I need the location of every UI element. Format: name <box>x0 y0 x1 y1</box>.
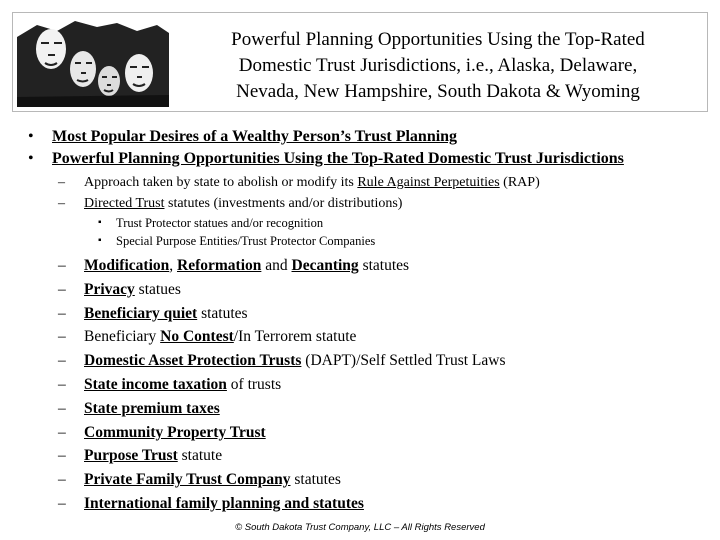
separator: , <box>169 257 177 274</box>
sub-bullet-privacy <box>28 278 708 302</box>
bullet-text: Special Purpose Entities/Trust Protector Companies <box>116 234 376 248</box>
premium-taxes-text: State premium taxes <box>84 399 220 417</box>
suffix: statutes <box>358 257 410 274</box>
suffix: statutes <box>197 304 248 322</box>
suffix: statute <box>177 447 223 465</box>
square-marker: ▪ <box>98 235 102 246</box>
dash-marker: – <box>58 257 66 274</box>
title-line-2: Domestic Trust Jurisdictions, i.e., Alaska, Delaware, <box>238 55 638 76</box>
sub-bullet-no-contest <box>28 325 708 349</box>
suffix: /In Terrorem statute <box>233 328 357 346</box>
dash-marker: – <box>58 304 66 322</box>
mount-rushmore-image <box>17 17 169 107</box>
title-line-1: Powerful Planning Opportunities Using the Top-Rated <box>231 29 645 50</box>
pftc-text: Private Family Trust Company <box>84 471 291 489</box>
rap-link-text: Rule Against Perpetuities <box>357 175 500 190</box>
rap-suffix: (RAP) <box>499 175 540 190</box>
dash-marker: – <box>58 494 66 512</box>
sub-bullet-purpose-trust <box>28 444 708 468</box>
beneficiary-quiet-text: Beneficiary quiet <box>84 304 198 322</box>
directed-trust-text: Directed Trust <box>84 196 165 211</box>
bullet-list <box>28 126 708 516</box>
suffix: of trusts <box>226 375 282 393</box>
sub-bullet-community-property <box>28 421 708 445</box>
sub-bullet-premium-taxes <box>28 397 708 421</box>
directed-trust-suffix: statutes (investments and/or distributions) <box>164 196 403 211</box>
modification-text: Modification <box>84 257 170 274</box>
dash-marker: – <box>58 471 66 489</box>
bullet-text: Powerful Planning Opportunities Using the Top-Rated Domestic Trust Jurisdictions <box>52 150 624 167</box>
sub-sub-bullet-trust-protector <box>28 214 708 232</box>
sub-bullet-modification <box>28 254 708 278</box>
reformation-text: Reformation <box>177 257 262 274</box>
dash-marker: – <box>58 352 66 370</box>
sub-bullet-international <box>28 492 708 516</box>
sub-bullet-directed-trust <box>28 193 708 214</box>
sub-bullet-pftc <box>28 468 708 492</box>
dash-marker: – <box>58 328 66 346</box>
dash-marker: – <box>58 196 65 211</box>
slide-title <box>183 27 693 105</box>
no-contest-text: No Contest <box>160 328 234 346</box>
sub-bullet-income-taxation <box>28 373 708 397</box>
dash-marker: – <box>58 175 65 190</box>
international-text: International family planning and statutes <box>84 494 364 512</box>
income-taxation-text: State income taxation <box>84 375 227 393</box>
rap-text: Approach taken by state to abolish or modify its <box>84 175 358 190</box>
dash-marker: – <box>58 447 66 465</box>
footer-copyright: © South Dakota Trust Company, LLC – All Rights Reserved <box>235 522 485 533</box>
title-line-3: Nevada, New Hampshire, South Dakota & Wyoming <box>236 81 640 102</box>
suffix: statutes <box>290 471 341 489</box>
purpose-trust-text: Purpose Trust <box>84 447 178 465</box>
dash-marker: – <box>58 423 66 441</box>
suffix: (DAPT)/Self Settled Trust Laws <box>301 352 506 370</box>
dapt-text: Domestic Asset Protection Trusts <box>84 352 302 370</box>
suffix: statues <box>134 280 181 298</box>
sub-bullet-rap <box>28 172 708 193</box>
separator: and <box>261 257 292 274</box>
bullet-planning-opportunities <box>28 148 708 170</box>
dash-marker: – <box>58 399 66 417</box>
decanting-text: Decanting <box>291 257 359 274</box>
bullet-text: Most Popular Desires of a Wealthy Person’s Trust Planning <box>52 128 458 145</box>
dash-marker: – <box>58 375 66 393</box>
bullet-dot: • <box>28 150 34 167</box>
sub-bullet-dapt <box>28 349 708 373</box>
community-property-text: Community Property Trust <box>84 423 266 441</box>
sub-sub-bullet-special-purpose <box>28 232 708 250</box>
prefix: Beneficiary <box>84 328 161 346</box>
privacy-text: Privacy <box>84 280 135 298</box>
header-box <box>12 12 708 112</box>
bullet-dot: • <box>28 128 34 145</box>
square-marker: ▪ <box>98 217 102 228</box>
bullet-wealthy-desires <box>28 126 708 148</box>
bullet-text: Trust Protector statues and/or recognition <box>116 216 324 230</box>
dash-marker: – <box>58 280 66 298</box>
sub-bullet-beneficiary-quiet <box>28 302 708 326</box>
